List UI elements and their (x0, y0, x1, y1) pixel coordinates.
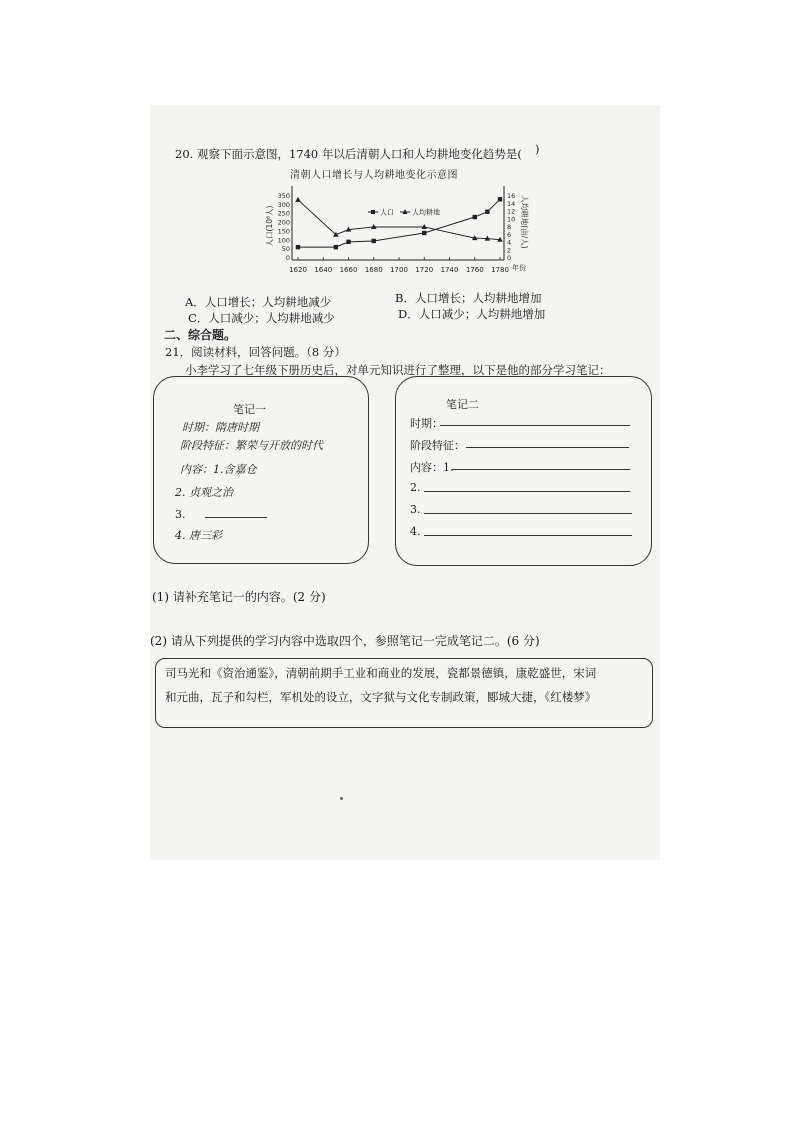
point-人口 (372, 239, 376, 243)
option-c[interactable]: C．人口减少；人均耕地减少 (188, 311, 335, 325)
y-right-tick-label: 14 (507, 199, 516, 208)
y-left-tick-label: 50 (281, 245, 290, 254)
x-axis-label: 年份 (512, 264, 526, 272)
note-2-feature-blank[interactable] (466, 447, 629, 448)
legend-label-farmland: 人均耕地 (412, 208, 440, 217)
legend-label-population: 人口 (380, 208, 394, 217)
y-right-tick-label: 16 (507, 192, 516, 200)
note-2-item-1-label: 内容：1. (410, 461, 454, 474)
y-left-tick-label: 300 (277, 200, 290, 209)
option-a[interactable]: A．人口增长；人均耕地减少 (185, 295, 332, 309)
note-1-period: 时期：隋唐时期 (182, 421, 259, 434)
note-2-period-blank[interactable] (440, 425, 630, 426)
note-2-feature-label: 阶段特征： (410, 439, 465, 452)
note-1-item-3-blank[interactable] (205, 517, 267, 518)
y-right-tick-label: 12 (507, 207, 516, 216)
series-line-人口 (298, 199, 500, 247)
y-right-tick-label: 8 (507, 223, 512, 231)
note-2-item-4-label: 4. (410, 525, 421, 538)
note-1-feature: 阶段特征：繁荣与开放的时代 (180, 439, 323, 452)
y-left-tick-label: 350 (277, 192, 290, 200)
x-tick-label: 1660 (339, 266, 358, 274)
note-2-item-3-blank[interactable] (424, 513, 632, 514)
point-人口 (473, 215, 477, 219)
y-right-tick-label: 10 (507, 215, 516, 224)
x-tick-label: 1720 (415, 266, 434, 274)
note-2-item-2-label: 2. (410, 481, 421, 494)
question-21-intro: 小李学习了七年级下册历史后，对单元知识进行了整理，以下是他的部分学习笔记： (185, 363, 611, 377)
option-b[interactable]: B．人口增长；人均耕地增加 (395, 291, 542, 305)
note-1-title: 笔记一 (233, 403, 266, 416)
y-left-tick-label: 100 (277, 236, 290, 245)
y-left-tick-label: 0 (285, 254, 290, 262)
point-人均耕地 (295, 197, 301, 202)
legend-marker-population (371, 210, 375, 214)
note-1-item-4: 4. 唐三彩 (175, 529, 222, 542)
x-tick-label: 1640 (314, 266, 333, 274)
sub-question-2: (2) 请从下列提供的学习内容中选取四个，参照笔记一完成笔记二。(6 分) (150, 634, 540, 648)
sub-question-1: (1) 请补充笔记一的内容。(2 分) (152, 590, 326, 604)
option-d[interactable]: D．人口减少；人均耕地增加 (398, 307, 546, 321)
materials-line-1: 司马光和《资治通鉴》，清朝前期手工业和商业的发展，瓷都景德镇，康乾盛世，宋词 (165, 666, 597, 680)
note-2-item-2-blank[interactable] (424, 491, 630, 492)
note-2-item-4-blank[interactable] (424, 535, 632, 536)
x-tick-label: 1740 (440, 266, 459, 274)
page-speck (340, 797, 343, 800)
y-right-tick-label: 2 (507, 246, 512, 255)
y-axis-right-label: 人均耕地(亩/人) (520, 195, 529, 249)
x-tick-label: 1760 (465, 266, 484, 274)
note-1-item-3-label: 3. (175, 508, 186, 521)
y-right-tick-label: 4 (507, 238, 512, 247)
x-tick-label: 1700 (390, 266, 408, 274)
x-tick-label: 1680 (364, 266, 383, 274)
chart-title: 清朝人口增长与人均耕地变化示意图 (290, 170, 458, 181)
question-20-stem: 20. 观察下面示意图，1740 年以后清朝人口和人均耕地变化趋势是( (175, 147, 522, 161)
note-1-item-2: 2. 贞观之治 (175, 486, 233, 499)
note-2-title: 笔记二 (446, 398, 479, 411)
point-人口 (485, 210, 489, 214)
y-left-tick-label: 150 (277, 227, 290, 236)
y-left-tick-label: 200 (277, 218, 290, 227)
point-人口 (346, 240, 350, 244)
series-line-人均耕地 (298, 200, 500, 240)
point-人口 (422, 231, 426, 235)
question-21-stem: 21．阅读材料，回答问题。（8 分） (165, 345, 346, 359)
note-2-item-1-blank[interactable] (452, 469, 630, 470)
point-人口 (498, 197, 502, 201)
x-tick-label: 1620 (289, 266, 307, 274)
note-2-period-label: 时期： (410, 417, 443, 430)
y-axis-left-label: 人口(10⁶人) (265, 205, 274, 247)
point-人口 (296, 245, 300, 249)
y-right-tick-label: 0 (507, 254, 512, 262)
y-left-tick-label: 250 (277, 209, 290, 218)
point-人口 (334, 245, 338, 249)
x-tick-label: 1780 (491, 266, 509, 274)
note-1-item-1: 内容：1.含嘉仓 (180, 463, 257, 476)
population-farmland-chart (260, 182, 530, 292)
section-heading: 二、综合题。 (164, 328, 237, 342)
note-2-item-3-label: 3. (410, 503, 421, 516)
y-right-tick-label: 6 (507, 230, 512, 239)
answer-paren-close: ) (535, 142, 540, 156)
materials-line-2: 和元曲，瓦子和勾栏，军机处的设立，文字狱与文化专制政策，郾城大捷，《红楼梦》 (165, 690, 597, 704)
